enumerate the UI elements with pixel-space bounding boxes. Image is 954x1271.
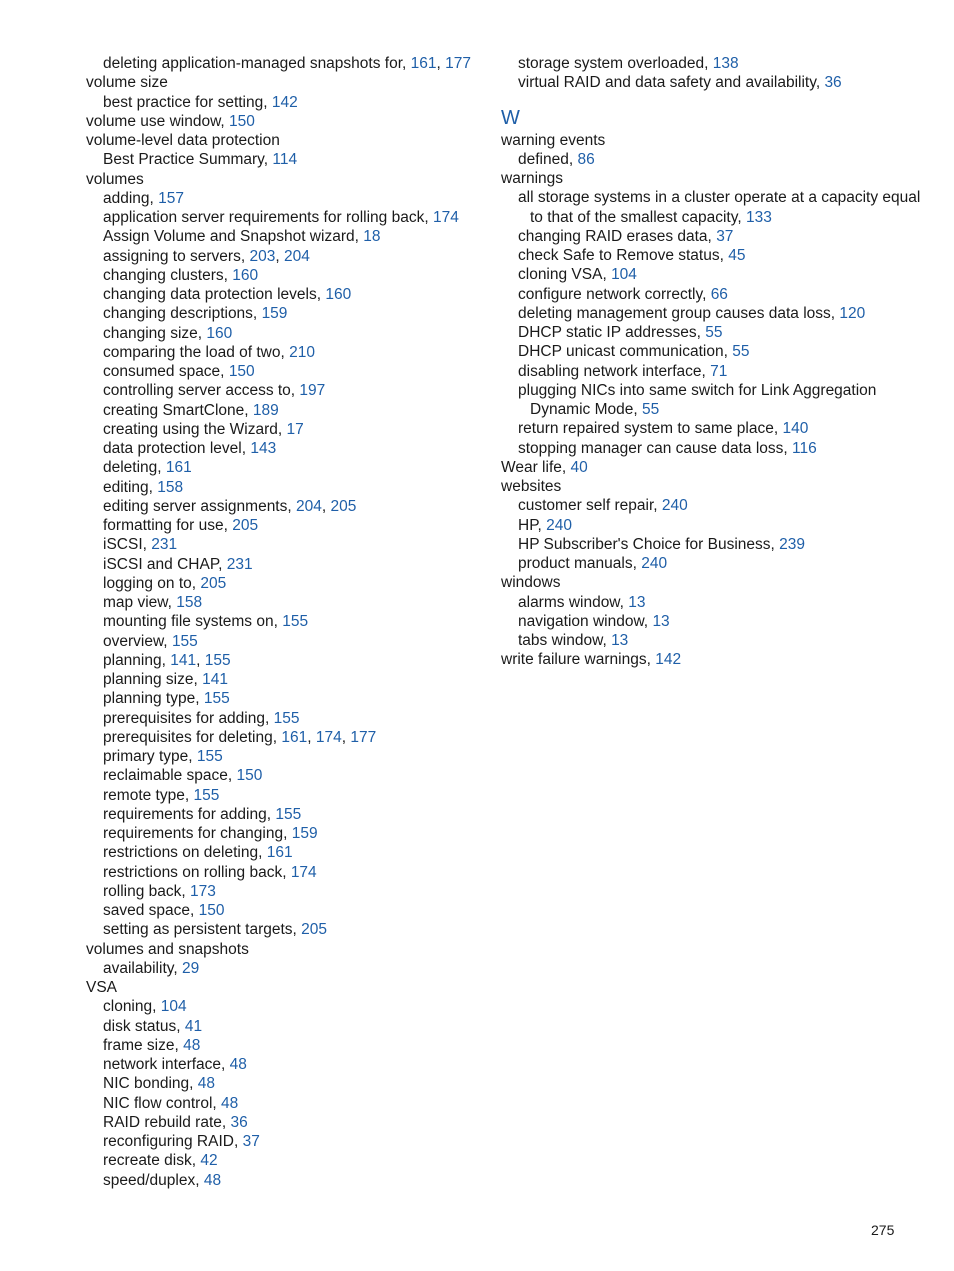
page-reference-link[interactable]: 159 xyxy=(291,825,318,842)
index-subentry xyxy=(501,593,921,612)
index-subentry xyxy=(86,304,491,323)
index-term: iSCSI and CHAP, xyxy=(103,555,223,573)
index-term: assigning to servers, xyxy=(103,247,246,265)
index-subentry xyxy=(501,554,921,573)
index-term: Wear life, xyxy=(501,458,567,476)
index-term: frame size, xyxy=(103,1036,179,1054)
index-term: tabs window, xyxy=(518,632,607,649)
index-subentry: editing server assignments, 204, 205 xyxy=(103,497,357,515)
index-entry xyxy=(86,170,491,189)
index-subentry xyxy=(86,439,491,458)
page-reference-link[interactable]: 158 xyxy=(157,478,184,496)
page-reference-link[interactable]: 239 xyxy=(779,535,805,553)
index-term: requirements for adding, xyxy=(103,805,272,823)
index-subentry xyxy=(501,323,921,342)
page-reference-link[interactable]: 177 xyxy=(445,55,472,72)
page-reference-link[interactable]: 161 xyxy=(266,844,293,862)
index-term: mounting file systems on, xyxy=(103,613,278,631)
index-subentry xyxy=(86,901,491,920)
index-term: virtual RAID and data safety and availability, xyxy=(518,74,821,92)
page-reference-link[interactable]: 37 xyxy=(242,1133,260,1150)
index-term: stopping manager can cause data loss, xyxy=(518,439,788,457)
index-subentry xyxy=(501,631,921,650)
index-subentry xyxy=(86,959,491,978)
page-reference-link[interactable]: 114 xyxy=(272,151,298,169)
index-subentry: planning, 141, 155 xyxy=(103,651,231,669)
page-reference-link[interactable]: 160 xyxy=(206,324,233,342)
index-subentry xyxy=(86,555,491,574)
index-term: creating using the Wizard, xyxy=(103,420,283,438)
index-entry xyxy=(86,131,491,150)
page-reference-link[interactable]: 155 xyxy=(282,613,309,631)
index-term: alarms window, xyxy=(518,593,624,611)
page-reference-link[interactable]: 138 xyxy=(712,55,739,72)
page-reference-link[interactable]: 161 xyxy=(281,728,308,746)
index-term: planning, xyxy=(103,651,166,669)
index-subentry xyxy=(86,786,491,805)
index-term: changing size, xyxy=(103,324,203,342)
index-subentry xyxy=(86,150,491,169)
index-subentry: prerequisites for deleting, 161, 174, 177 xyxy=(103,728,377,746)
index-term: prerequisites for adding, xyxy=(103,709,270,727)
index-term: NIC bonding, xyxy=(103,1075,194,1093)
index-term: volume size xyxy=(86,74,168,92)
index-term: deleting management group causes data loss, xyxy=(518,304,836,322)
index-subentry xyxy=(86,670,491,689)
index-subentry xyxy=(86,1074,491,1093)
page-reference-link[interactable]: 143 xyxy=(250,440,277,457)
page-reference-link[interactable]: 48 xyxy=(203,1171,222,1189)
index-subentry xyxy=(86,632,491,651)
index-term: RAID rebuild rate, xyxy=(103,1113,227,1131)
index-term: HP, xyxy=(518,516,542,534)
page-reference-link[interactable]: 159 xyxy=(261,305,288,323)
index-term: write failure warnings, xyxy=(501,651,651,669)
index-term: availability, xyxy=(103,959,178,977)
index-subentry xyxy=(86,1132,491,1151)
index-term: restrictions on rolling back, xyxy=(103,863,287,881)
index-subentry xyxy=(86,824,491,843)
index-subentry xyxy=(86,1171,491,1190)
index-term: warnings xyxy=(501,170,564,187)
page-reference-link[interactable]: 141 xyxy=(170,651,197,669)
index-term: all storage systems in a cluster operate at a capacity equal to that of the smallest capacity, xyxy=(518,189,921,226)
index-term: changing clusters, xyxy=(103,266,228,284)
page-reference-link[interactable]: 160 xyxy=(325,286,352,303)
page-reference-link[interactable]: 66 xyxy=(710,285,728,303)
index-term: recreate disk, xyxy=(103,1152,197,1170)
index-term: disk status, xyxy=(103,1017,181,1035)
index-term: cloning VSA, xyxy=(518,266,607,284)
index-subentry xyxy=(86,401,491,420)
page-reference-link[interactable]: 48 xyxy=(183,1036,201,1054)
index-subentry xyxy=(501,304,921,323)
index-subentry xyxy=(86,343,491,362)
index-term: setting as persistent targets, xyxy=(103,921,297,939)
page-reference-link[interactable]: 231 xyxy=(151,536,178,554)
index-subentry xyxy=(86,458,491,477)
index-term: volume-level data protection xyxy=(86,132,280,149)
page-reference-link[interactable]: 155 xyxy=(275,805,302,823)
page-reference-link[interactable]: 161 xyxy=(410,55,437,72)
page-reference-link[interactable]: 203 xyxy=(249,247,276,265)
page-reference-link[interactable]: 48 xyxy=(221,1094,239,1112)
index-subentry xyxy=(86,863,491,882)
page-reference-link[interactable]: 45 xyxy=(728,247,746,264)
page-reference-link[interactable]: 174 xyxy=(432,209,459,226)
index-term: volumes and snapshots xyxy=(86,940,249,958)
page-reference-link[interactable]: 160 xyxy=(232,266,259,284)
index-subentry xyxy=(501,265,921,284)
index-term: plugging NICs into same switch for Link Aggregation Dynamic Mode, xyxy=(518,381,877,418)
index-term: map view, xyxy=(103,594,172,611)
page-reference-link[interactable]: 150 xyxy=(229,112,255,130)
index-term: controlling server access to, xyxy=(103,382,296,400)
page-reference-link[interactable]: 37 xyxy=(716,227,734,245)
page-reference-link[interactable]: 86 xyxy=(577,150,595,168)
index-subentry xyxy=(501,285,921,304)
index-term: websites xyxy=(501,478,562,495)
page-reference-link[interactable]: 204 xyxy=(295,497,322,515)
index-term: customer self repair, xyxy=(518,497,658,515)
page-reference-link[interactable]: 231 xyxy=(226,555,253,573)
index-column-right xyxy=(501,54,921,670)
index-term: DHCP static IP addresses, xyxy=(518,324,701,341)
page-reference-link[interactable]: 116 xyxy=(792,439,817,457)
index-term: editing server assignments, xyxy=(103,497,292,515)
page-reference-link[interactable]: 41 xyxy=(184,1017,203,1035)
page-reference-link[interactable]: 40 xyxy=(570,458,588,476)
page-reference-link[interactable]: 210 xyxy=(289,343,315,361)
index-term: Best Practice Summary, xyxy=(103,151,269,169)
index-subentry xyxy=(86,1151,491,1170)
page-reference-link[interactable]: 55 xyxy=(732,343,750,361)
index-term: check Safe to Remove status, xyxy=(518,247,724,264)
index-term: windows xyxy=(501,574,561,592)
index-subentry xyxy=(501,54,921,73)
index-term: HP Subscriber's Choice for Business, xyxy=(518,535,775,553)
index-term: adding, xyxy=(103,189,154,207)
page-reference-link[interactable]: 173 xyxy=(190,882,216,900)
index-term: return repaired system to same place, xyxy=(518,420,779,438)
index-term: requirements for changing, xyxy=(103,825,288,842)
index-term: network interface, xyxy=(103,1056,226,1073)
index-subentry xyxy=(86,478,491,497)
index-term: configure network correctly, xyxy=(518,285,707,303)
index-subentry xyxy=(86,516,491,535)
index-subentry xyxy=(501,419,921,438)
index-subentry xyxy=(86,381,491,400)
page-reference-link[interactable]: 150 xyxy=(228,363,255,380)
page-reference-link[interactable]: 42 xyxy=(200,1152,218,1170)
index-entry xyxy=(86,978,491,997)
index-subentry xyxy=(86,709,491,728)
page-reference-link[interactable]: 155 xyxy=(203,690,230,708)
index-term: creating SmartClone, xyxy=(103,401,249,419)
index-entry xyxy=(501,650,921,669)
index-subentry xyxy=(501,381,921,420)
index-subentry xyxy=(501,150,921,169)
index-subentry xyxy=(501,516,921,535)
index-subentry xyxy=(501,246,921,265)
page-reference-link[interactable]: 158 xyxy=(176,594,203,611)
index-term: planning type, xyxy=(103,690,200,708)
index-entry xyxy=(501,458,921,477)
page-reference-link[interactable]: 205 xyxy=(301,921,328,939)
page-reference-link[interactable]: 155 xyxy=(204,651,231,669)
index-subentry xyxy=(86,420,491,439)
page-reference-link[interactable]: 48 xyxy=(229,1056,247,1073)
page-reference-link[interactable]: 155 xyxy=(196,748,223,765)
index-subentry xyxy=(86,227,491,246)
index-term: editing, xyxy=(103,478,153,496)
page-reference-link[interactable]: 29 xyxy=(181,959,200,977)
page-reference-link[interactable]: 104 xyxy=(160,998,187,1016)
index-subentry xyxy=(501,439,921,458)
index-entry xyxy=(501,169,921,188)
index-subentry xyxy=(501,342,921,361)
index-term: deleting application-managed snapshots for, xyxy=(103,55,407,72)
index-subentry xyxy=(86,766,491,785)
index-term: iSCSI, xyxy=(103,536,147,554)
page-reference-link[interactable]: 161 xyxy=(165,459,192,477)
index-section-letter: W xyxy=(501,106,520,129)
index-term: restrictions on deleting, xyxy=(103,844,263,862)
index-subentry xyxy=(86,689,491,708)
page-reference-link[interactable]: 205 xyxy=(330,497,357,515)
index-subentry xyxy=(86,1055,491,1074)
index-term: VSA xyxy=(86,979,118,996)
index-subentry xyxy=(86,574,491,593)
index-term: application server requirements for rolling back, xyxy=(103,209,429,226)
index-subentry xyxy=(86,1036,491,1055)
index-subentry xyxy=(86,882,491,901)
page-reference-link[interactable]: 120 xyxy=(839,304,866,322)
index-subentry xyxy=(86,324,491,343)
index-subentry xyxy=(86,920,491,939)
index-term: formatting for use, xyxy=(103,517,228,534)
page-reference-link[interactable]: 150 xyxy=(198,902,225,919)
page-reference-link[interactable]: 189 xyxy=(252,401,279,419)
index-term: data protection level, xyxy=(103,440,247,457)
page-reference-link[interactable]: 141 xyxy=(202,671,228,688)
index-subentry xyxy=(86,1094,491,1113)
index-term: remote type, xyxy=(103,786,190,804)
index-term: logging on to, xyxy=(103,574,197,592)
index-subentry xyxy=(86,805,491,824)
page-reference-link[interactable]: 197 xyxy=(299,382,326,400)
page-reference-link[interactable]: 17 xyxy=(286,420,304,438)
index-term: reconfiguring RAID, xyxy=(103,1133,239,1150)
page-reference-link[interactable]: 55 xyxy=(705,324,723,341)
index-entry xyxy=(86,112,491,131)
index-term: defined, xyxy=(518,150,574,168)
index-entry xyxy=(501,477,921,496)
index-term: planning size, xyxy=(103,671,198,688)
index-subentry xyxy=(86,266,491,285)
page-reference-link[interactable]: 157 xyxy=(158,189,185,207)
index-term: reclaimable space, xyxy=(103,767,233,785)
index-subentry xyxy=(86,593,491,612)
index-term: best practice for setting, xyxy=(103,93,268,111)
page-reference-link[interactable]: 240 xyxy=(641,555,668,572)
page-reference-link[interactable]: 150 xyxy=(236,767,263,785)
page-reference-link[interactable]: 71 xyxy=(710,362,728,380)
page-reference-link[interactable]: 174 xyxy=(290,863,317,881)
index-term: rolling back, xyxy=(103,882,186,900)
page-reference-link[interactable]: 55 xyxy=(642,401,660,418)
index-entry xyxy=(86,73,491,92)
index-subentry xyxy=(86,1113,491,1132)
index-term: navigation window, xyxy=(518,612,649,630)
page-reference-link[interactable]: 36 xyxy=(230,1113,248,1131)
index-subentry xyxy=(501,362,921,381)
index-term: NIC flow control, xyxy=(103,1094,217,1112)
page-reference-link[interactable]: 104 xyxy=(611,266,637,284)
index-subentry xyxy=(86,843,491,862)
page-number: 275 xyxy=(871,1222,895,1238)
index-term: volume use window, xyxy=(86,112,225,130)
page-reference-link[interactable]: 48 xyxy=(197,1075,216,1093)
index-subentry xyxy=(86,535,491,554)
index-subentry xyxy=(86,93,491,112)
index-term: cloning, xyxy=(103,998,157,1016)
page-reference-link[interactable]: 155 xyxy=(193,786,220,804)
page-reference-link[interactable]: 142 xyxy=(271,93,298,111)
index-term: storage system overloaded, xyxy=(518,55,709,72)
index-subentry xyxy=(501,496,921,515)
index-term: changing descriptions, xyxy=(103,305,258,323)
page-reference-link[interactable]: 240 xyxy=(661,497,688,515)
page-reference-link[interactable]: 205 xyxy=(200,574,227,592)
index-term: primary type, xyxy=(103,748,193,765)
index-subentry xyxy=(86,1017,491,1036)
index-term: changing RAID erases data, xyxy=(518,227,712,245)
index-term: Assign Volume and Snapshot wizard, xyxy=(103,228,359,246)
index-subentry xyxy=(501,227,921,246)
index-term: deleting, xyxy=(103,459,162,477)
page-reference-link[interactable]: 155 xyxy=(273,709,300,727)
index-subentry xyxy=(86,747,491,766)
page-reference-link[interactable]: 13 xyxy=(652,612,670,630)
index-term: saved space, xyxy=(103,902,195,919)
index-subentry xyxy=(86,189,491,208)
index-term: overview, xyxy=(103,632,168,650)
index-entry xyxy=(501,131,921,150)
index-subentry xyxy=(86,362,491,381)
index-term: DHCP unicast communication, xyxy=(518,343,728,361)
page-reference-link[interactable]: 155 xyxy=(171,632,198,650)
index-subentry xyxy=(86,285,491,304)
index-term: disabling network interface, xyxy=(518,362,706,380)
index-subentry xyxy=(86,208,491,227)
index-subentry: deleting application-managed snapshots for, 161, 177 xyxy=(103,55,472,72)
page-reference-link[interactable]: 240 xyxy=(546,516,573,534)
index-term: prerequisites for deleting, xyxy=(103,728,278,746)
page-reference-link[interactable]: 140 xyxy=(782,420,809,438)
page-reference-link[interactable]: 204 xyxy=(283,247,310,265)
page-reference-link[interactable]: 13 xyxy=(611,632,629,649)
page-reference-link[interactable]: 142 xyxy=(655,651,682,669)
index-term: warning events xyxy=(501,131,606,149)
page-reference-link[interactable]: 177 xyxy=(350,728,377,746)
index-term: comparing the load of two, xyxy=(103,343,285,361)
index-term: speed/duplex, xyxy=(103,1171,200,1189)
index-subentry xyxy=(501,73,921,92)
index-subentry xyxy=(86,612,491,631)
page-reference-link[interactable]: 133 xyxy=(745,208,772,226)
index-subentry: assigning to servers, 203, 204 xyxy=(103,247,310,265)
page-reference-link[interactable]: 13 xyxy=(628,593,646,611)
page-reference-link[interactable]: 205 xyxy=(232,517,259,534)
index-term: consumed space, xyxy=(103,363,225,380)
index-term: product manuals, xyxy=(518,555,637,572)
index-term: volumes xyxy=(86,170,144,188)
page-reference-link[interactable]: 36 xyxy=(824,74,842,92)
index-term: changing data protection levels, xyxy=(103,286,322,303)
index-subentry xyxy=(501,535,921,554)
page-reference-link[interactable]: 18 xyxy=(363,228,381,246)
index-subentry xyxy=(501,188,921,227)
index-entry xyxy=(86,940,491,959)
index-entry xyxy=(501,573,921,592)
page-reference-link[interactable]: 174 xyxy=(315,728,342,746)
index-column-left xyxy=(86,54,491,1190)
index-subentry xyxy=(86,997,491,1016)
index-subentry xyxy=(501,612,921,631)
